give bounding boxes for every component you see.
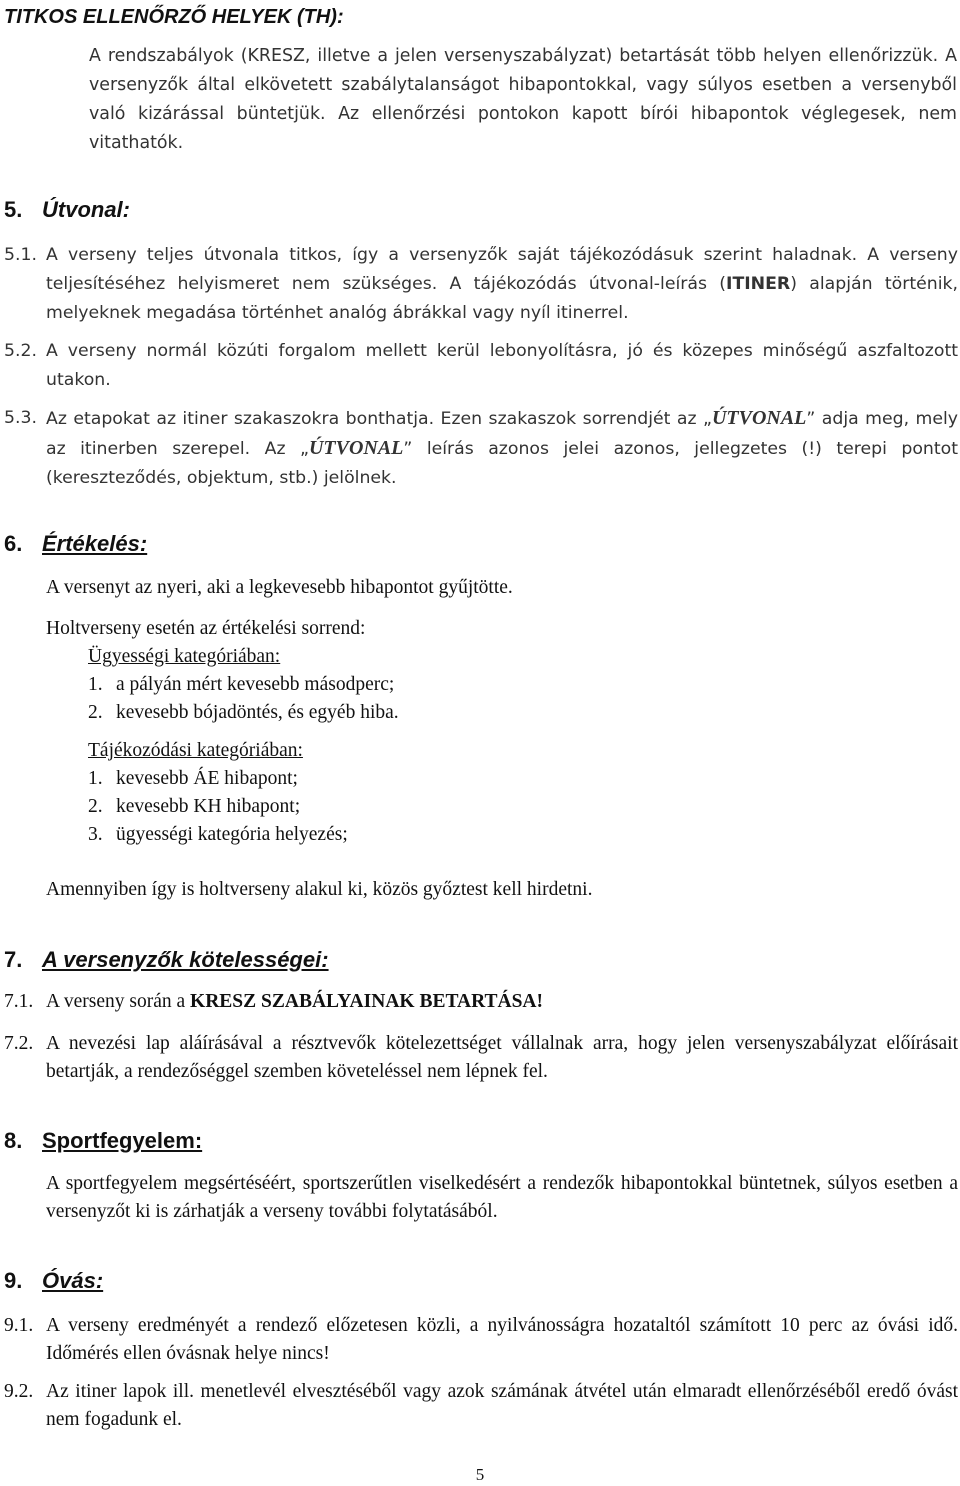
skill-category-title: Ügyességi kategóriában: <box>88 646 281 667</box>
list-item <box>88 821 348 849</box>
paragraph-7-2 <box>4 1030 958 1086</box>
paragraph-text: ” adja meg, mely az itinerben szerepel. Az „ <box>46 409 958 459</box>
list-item-text: ügyességi kategória helyezés; <box>116 824 348 845</box>
section-5-heading <box>4 197 130 223</box>
list-item-text: a pályán mért kevesebb másodperc; <box>116 674 395 695</box>
section-8-number: 8. <box>4 1128 23 1153</box>
paragraph-9-1 <box>4 1312 958 1368</box>
utvonal-term: ÚTVONAL <box>308 437 404 459</box>
section-7-title: A versenyzők kötelességei: <box>42 947 329 972</box>
paragraph-5-1 <box>4 241 958 328</box>
paragraph-text-tail: ) alapján történik, melyeknek megadása történhet analóg ábrákkal vagy nyíl itinerrel. <box>46 274 958 323</box>
list-item-number: 2. <box>88 796 103 817</box>
paragraph-number: 5.1. <box>4 245 37 265</box>
paragraph-number: 7.1. <box>4 991 34 1012</box>
section-9-heading <box>4 1268 103 1294</box>
th-section-title: TITKOS ELLENŐRZŐ HELYEK (TH): <box>4 6 344 28</box>
paragraph-5-3 <box>4 404 958 493</box>
list-item-text: kevesebb ÁE hibapont; <box>116 768 298 789</box>
list-item <box>88 793 300 821</box>
paragraph-9-2 <box>4 1378 958 1434</box>
itiner-term: ITINER <box>726 274 791 294</box>
paragraph-text: A verseny teljes útvonala titkos, így a versenyzők saját tájékozódásuk szerint haladnak. A verseny teljesítéséhez helyismeret nem szükséges. A tájékozódás útvonal-leírás ( <box>46 245 958 294</box>
paragraph-text: ” leírás azonos jelei azonos, jellegzetes (!) terepi pontot (kereszteződés, objektum, stb.) jelölnek. <box>46 439 959 488</box>
section-9-number: 9. <box>4 1268 23 1293</box>
tie-closing-text: Amennyiben így is holtverseny alakul ki, közös győztest kell hirdetni. <box>46 879 593 900</box>
section-6-heading <box>4 531 147 557</box>
list-item <box>88 765 298 793</box>
section-5-title: Útvonal: <box>42 197 130 222</box>
section-7-heading <box>4 947 329 973</box>
paragraph-number: 5.3. <box>4 408 37 428</box>
page-number: 5 <box>475 1465 485 1484</box>
paragraph-text: Az etapokat az itiner szakaszokra bonthatja. Ezen szakaszok sorrendjét az „ <box>46 409 712 429</box>
paragraph-7-1 <box>4 988 958 1016</box>
list-item <box>88 671 394 699</box>
paragraph-text: A verseny normál közúti forgalom mellett kerül lebonyolításra, jó és közepes minőségű aszfaltozott utakon. <box>46 341 958 390</box>
paragraph-text: A verseny során a <box>46 991 191 1012</box>
paragraph-number: 7.2. <box>4 1033 34 1054</box>
utvonal-term: ÚTVONAL <box>711 407 807 429</box>
list-item <box>88 699 399 727</box>
paragraph-5-2 <box>4 337 958 395</box>
paragraph-number: 9.1. <box>4 1315 34 1336</box>
paragraph-number: 5.2. <box>4 341 37 361</box>
section-6-number: 6. <box>4 531 23 556</box>
list-item-number: 1. <box>88 768 103 789</box>
paragraph-text: Az itiner lapok ill. menetlevél elvesztéséből vagy azok számának átvétel után elmaradt ellenőrzéséből eredő óvást nem fogadunk el. <box>46 1381 958 1430</box>
section-6-title: Értékelés: <box>42 531 148 556</box>
list-item-number: 3. <box>88 824 103 845</box>
paragraph-text: A nevezési lap aláírásával a résztvevők kötelezettséget vállalnak arra, hogy jelen versenyszabályzat előírásait betartják, a rendezőséggel szemben követeléssel nem lépnek fel. <box>46 1033 958 1082</box>
section-8-title: Sportfegyelem: <box>42 1128 203 1153</box>
paragraph-number: 9.2. <box>4 1381 34 1402</box>
section-9-title: Óvás: <box>42 1268 104 1293</box>
section-7-number: 7. <box>4 947 23 972</box>
th-section-text: A rendszabályok (KRESZ, illetve a jelen versenyszabályzat) betartását több helyen ellenőrizzük. A versenyzők által elkövetett szabálytalanságot hibapontokkal, vagy súlyos esetben a versenyből való kizárással büntetjük. Az ellenőrzési pontokon kapott bírói hibapontok véglegesek, nem vitathatók. <box>89 46 957 153</box>
evaluation-winner-text: A versenyt az nyeri, aki a legkevesebb hibapontot gyűjtötte. <box>46 577 513 598</box>
paragraph-text: A sportfegyelem megsértéséért, sportszerűtlen viselkedésért a rendezők hibapontokkal büntetnek, súlyos esetben a versenyzőt ki is zárhatják a verseny további folytatásából. <box>46 1173 958 1222</box>
list-item-text: kevesebb bójadöntés, és egyéb hiba. <box>116 702 399 723</box>
tie-intro-text: Holtverseny esetén az értékelési sorrend: <box>46 618 366 639</box>
section-5-number: 5. <box>4 197 23 222</box>
orientation-category-title: Tájékozódási kategóriában: <box>88 740 303 761</box>
section-8-heading <box>4 1128 202 1154</box>
list-item-text: kevesebb KH hibapont; <box>116 796 301 817</box>
section-8-text <box>4 1170 958 1226</box>
list-item-number: 1. <box>88 674 103 695</box>
list-item-number: 2. <box>88 702 103 723</box>
paragraph-text: A verseny eredményét a rendező előzetesen közli, a nyilvánosságra hozataltól számított 10 perc az óvási idő. Időmérés ellen óvásnak helye nincs! <box>46 1315 958 1364</box>
kresz-emphasis: KRESZ SZABÁLYAINAK BETARTÁSA! <box>190 991 543 1012</box>
